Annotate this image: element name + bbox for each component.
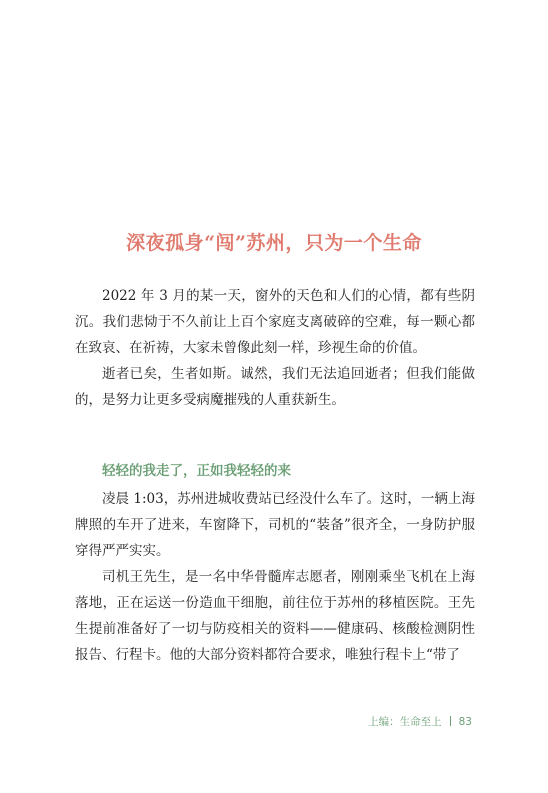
- section-heading: 轻轻的我走了，正如我轻轻的来: [102, 463, 291, 479]
- page-footer: [368, 714, 472, 729]
- intro-text: [75, 283, 475, 413]
- footer-divider: [450, 716, 451, 726]
- paragraph: 凌晨 1:03，苏州进城收费站已经没什么车了。这时，一辆上海牌照的车开了进来，车窗降下，司机的“装备”很齐全，一身防护服穿得严严实实。: [75, 491, 475, 559]
- paragraph: 2022 年 3 月的某一天，窗外的天色和人们的心情，都有些阴沉。我们悲恸于不久前让上百个家庭支离破碎的空难，每一颗心都在致哀、在祈祷，大家未曾像此刻一样，珍视生命的价值。: [75, 288, 475, 356]
- paragraph: 司机王先生，是一名中华骨髓库志愿者，刚刚乘坐飞机在上海落地，正在运送一份造血干细胞，前往位于苏州的移植医院。王先生提前准备好了一切与防疫相关的资料——健康码、核酸检测阴性报告、行程卡。他的大部分资料都符合要求，唯独行程卡上“带了: [75, 569, 475, 663]
- paragraph: 逝者已矣，生者如斯。诚然，我们无法追回逝者；但我们能做的，是努力让更多受病魔摧残的人重获新生。: [75, 366, 475, 408]
- footer-section-label: 上编：生命至上: [368, 716, 442, 728]
- page-number: 83: [458, 716, 472, 728]
- section-body-text: [75, 486, 475, 668]
- chapter-title: 深夜孤身“闯”苏州，只为一个生命: [126, 232, 422, 254]
